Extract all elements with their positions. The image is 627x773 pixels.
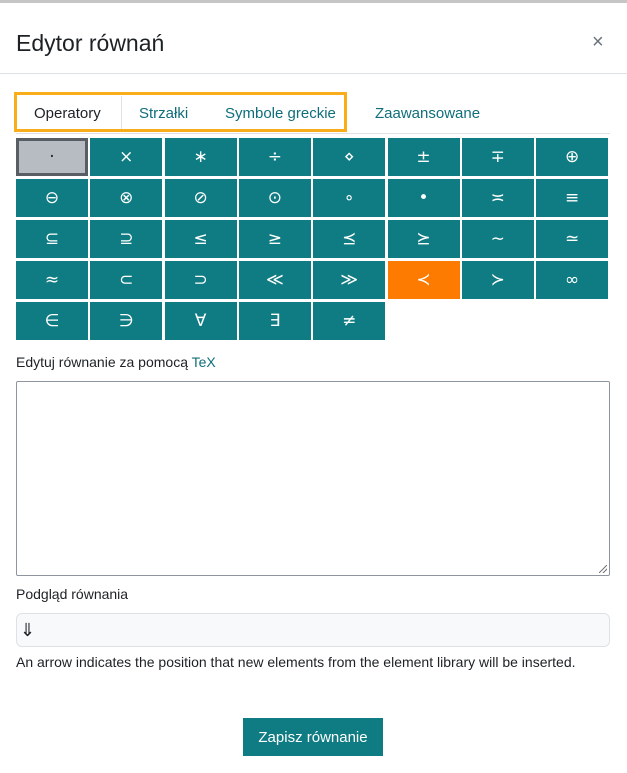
- symbol-button-succ[interactable]: ≻: [462, 261, 534, 299]
- tex-editor-textarea[interactable]: [16, 381, 610, 576]
- symbol-button-succeq[interactable]: ⪰: [388, 220, 460, 258]
- resize-grip-icon[interactable]: [599, 565, 607, 573]
- symbol-button-supseteq[interactable]: ⊇: [90, 220, 162, 258]
- symbol-button-cdot[interactable]: ·: [16, 138, 88, 176]
- symbol-button-subset[interactable]: ⊂: [90, 261, 162, 299]
- symbol-button-pm[interactable]: ±: [388, 138, 460, 176]
- symbol-button-leq[interactable]: ≤: [165, 220, 237, 258]
- symbol-button-mp[interactable]: ∓: [462, 138, 534, 176]
- dialog-header: [0, 3, 627, 74]
- symbol-button-forall[interactable]: ∀: [165, 302, 237, 340]
- symbol-button-oslash[interactable]: ⊘: [165, 179, 237, 217]
- help-note: An arrow indicates the position that new elements from the element library will be inserted.: [16, 654, 576, 670]
- tabs-highlight-frame: [14, 92, 347, 132]
- symbol-button-prec[interactable]: ≺: [388, 261, 460, 299]
- insert-position-arrow-icon: ⇓: [20, 620, 36, 641]
- symbol-button-preceq[interactable]: ⪯: [313, 220, 385, 258]
- symbol-button-diamond[interactable]: ⋄: [313, 138, 385, 176]
- symbol-button-subseteq[interactable]: ⊆: [16, 220, 88, 258]
- symbol-button-ast[interactable]: ∗: [165, 138, 237, 176]
- symbol-button-simeq[interactable]: ≃: [536, 220, 608, 258]
- symbol-button-circ[interactable]: ∘: [313, 179, 385, 217]
- symbol-button-bullet[interactable]: •: [388, 179, 460, 217]
- symbol-button-approx[interactable]: ≈: [16, 261, 88, 299]
- tab-advanced[interactable]: Zaawansowane: [375, 105, 481, 122]
- symbol-button-div[interactable]: ÷: [239, 138, 311, 176]
- tabs-divider: [16, 133, 610, 134]
- tex-editor-label-text: Edytuj równanie za pomocą: [16, 354, 192, 370]
- symbol-button-times[interactable]: ×: [90, 138, 162, 176]
- preview-label: Podgląd równania: [16, 586, 129, 602]
- symbol-button-equiv[interactable]: ≡: [536, 179, 608, 217]
- symbol-button-asymp[interactable]: ≍: [462, 179, 534, 217]
- tab-arrows[interactable]: Strzałki: [139, 105, 189, 122]
- symbol-button-geq[interactable]: ≥: [239, 220, 311, 258]
- symbol-button-neq[interactable]: ≠: [313, 302, 385, 340]
- tab-operators[interactable]: Operatory: [17, 96, 122, 132]
- symbol-button-oplus[interactable]: ⊕: [536, 138, 608, 176]
- symbol-button-ll[interactable]: ≪: [239, 261, 311, 299]
- symbol-button-supset[interactable]: ⊃: [165, 261, 237, 299]
- symbol-button-exists[interactable]: ∃: [239, 302, 311, 340]
- symbol-button-ni[interactable]: ∋: [90, 302, 162, 340]
- symbol-button-in[interactable]: ∈: [16, 302, 88, 340]
- symbol-button-odot[interactable]: ⊙: [239, 179, 311, 217]
- symbol-button-infty[interactable]: ∞: [536, 261, 608, 299]
- equation-preview: [16, 613, 610, 647]
- symbol-button-sim[interactable]: ∼: [462, 220, 534, 258]
- symbol-button-ominus[interactable]: ⊖: [16, 179, 88, 217]
- tex-link[interactable]: TeX: [191, 354, 216, 370]
- save-equation-button[interactable]: Zapisz równanie: [243, 718, 383, 756]
- tex-editor-label: [16, 354, 216, 370]
- dialog-title: Edytor równań: [16, 30, 165, 56]
- symbol-button-gg[interactable]: ≫: [313, 261, 385, 299]
- tab-greek-symbols[interactable]: Symbole greckie: [225, 105, 336, 122]
- close-icon[interactable]: ×: [592, 31, 604, 53]
- symbol-button-otimes[interactable]: ⊗: [90, 179, 162, 217]
